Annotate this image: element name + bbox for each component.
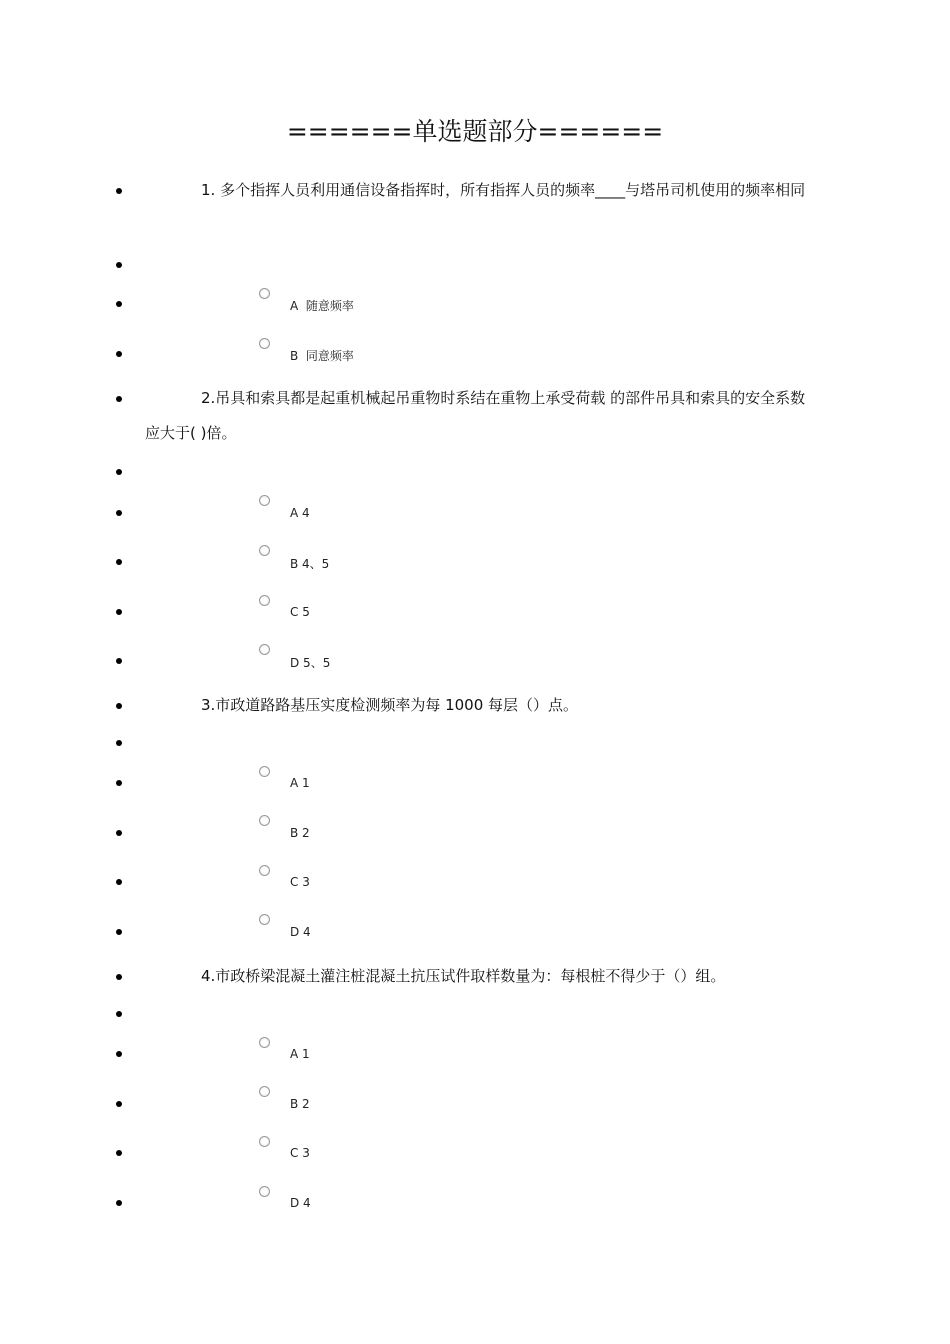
- list-bullet: [116, 396, 122, 402]
- list-bullet: [116, 879, 122, 885]
- radio-button[interactable]: [259, 338, 270, 349]
- list-bullet: [116, 262, 122, 268]
- option-label: A 随意频率: [290, 299, 354, 313]
- radio-button[interactable]: [259, 865, 270, 876]
- question-3-text: 3.市政道路路基压实度检测频率为每 1000 每层（）点。: [201, 696, 579, 714]
- radio-button[interactable]: [259, 1086, 270, 1097]
- list-bullet: [116, 974, 122, 980]
- page-title: ======单选题部分======: [286, 117, 664, 146]
- radio-button[interactable]: [259, 595, 270, 606]
- list-bullet: [116, 510, 122, 516]
- list-bullet: [116, 469, 122, 475]
- radio-button[interactable]: [259, 766, 270, 777]
- list-bullet: [116, 740, 122, 746]
- list-bullet: [116, 559, 122, 565]
- option-label: A 1: [290, 776, 310, 790]
- option-label: C 3: [290, 1146, 310, 1160]
- option-label: D 4: [290, 1196, 311, 1210]
- radio-button[interactable]: [259, 288, 270, 299]
- list-bullet: [116, 703, 122, 709]
- list-bullet: [116, 780, 122, 786]
- list-bullet: [116, 830, 122, 836]
- option-label: C 5: [290, 605, 310, 619]
- radio-button[interactable]: [259, 815, 270, 826]
- list-bullet: [116, 1011, 122, 1017]
- radio-button[interactable]: [259, 914, 270, 925]
- radio-button[interactable]: [259, 495, 270, 506]
- radio-button[interactable]: [259, 1186, 270, 1197]
- list-bullet: [116, 1150, 122, 1156]
- list-bullet: [116, 301, 122, 307]
- list-bullet: [116, 351, 122, 357]
- list-bullet: [116, 929, 122, 935]
- radio-button[interactable]: [259, 1037, 270, 1048]
- option-label: A 4: [290, 506, 310, 520]
- list-bullet: [116, 1051, 122, 1057]
- option-label: B 2: [290, 826, 310, 840]
- option-label: B 同意频率: [290, 349, 354, 363]
- option-label: C 3: [290, 875, 310, 889]
- option-label: D 4: [290, 925, 311, 939]
- option-label: B 2: [290, 1097, 310, 1111]
- option-label: D 5、5: [290, 656, 331, 670]
- option-label: B 4、5: [290, 557, 330, 571]
- option-label: A 1: [290, 1047, 310, 1061]
- radio-button[interactable]: [259, 545, 270, 556]
- list-bullet: [116, 609, 122, 615]
- list-bullet: [116, 1200, 122, 1206]
- list-bullet: [116, 188, 122, 194]
- question-4-text: 4.市政桥梁混凝土灌注桩混凝土抗压试件取样数量为：每根桩不得少于（）组。: [201, 967, 726, 985]
- question-2-text: 2.吊具和索具都是起重机械起吊重物时系结在重物上承受荷载 的部件吊具和索具的安全系数应大于( )倍。: [145, 389, 806, 442]
- question-1-text: 1. 多个指挥人员利用通信设备指挥时，所有指挥人员的频率____与塔吊司机使用的频率相同: [201, 181, 806, 199]
- list-bullet: [116, 1101, 122, 1107]
- radio-button[interactable]: [259, 644, 270, 655]
- list-bullet: [116, 658, 122, 664]
- radio-button[interactable]: [259, 1136, 270, 1147]
